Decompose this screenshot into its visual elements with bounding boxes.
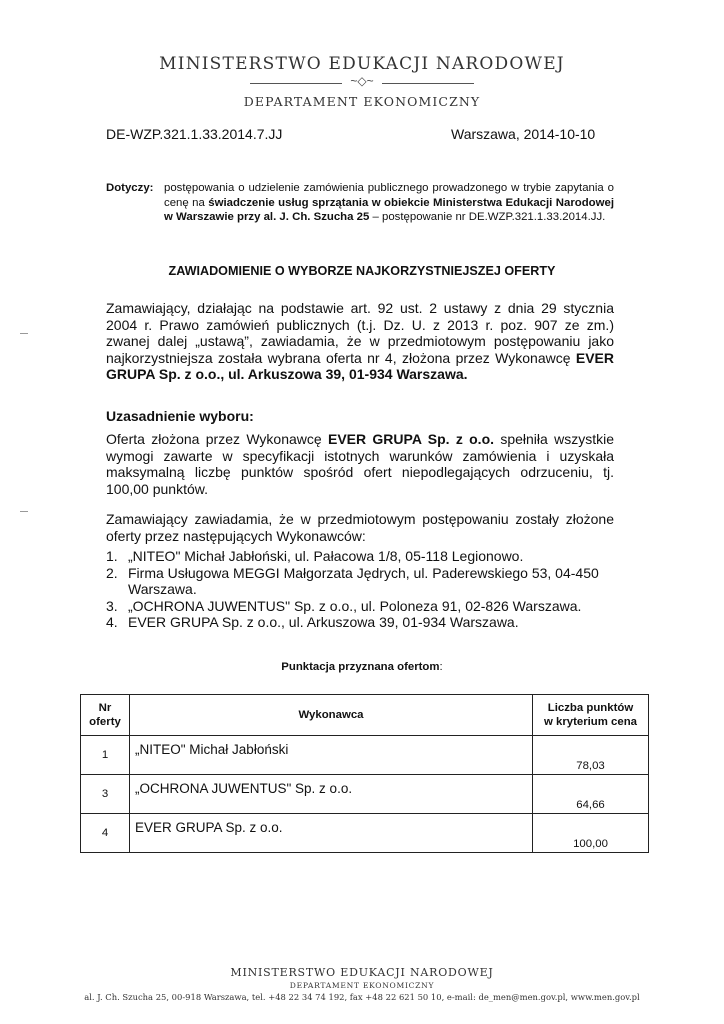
decision-paragraph <box>106 300 614 383</box>
list-number: 2. <box>106 564 118 581</box>
list-item <box>106 565 614 598</box>
header-nr-line1: Nr <box>98 702 112 714</box>
header-points-line2: w kryterium cena <box>543 716 638 728</box>
reason-text-2: spełniła wszystkie wymogi zawarte w specyfikacji istotnych warunków zamówienia i uzyskała maksymalną liczbę punktów spośród ofert niepodlegających odrzuceniu, tj. 100,00 punktów. <box>106 431 615 497</box>
cell-nr: 4 <box>81 814 130 853</box>
subject-label: Dotyczy: <box>106 182 154 194</box>
bidders-list <box>106 548 614 631</box>
footer-address: al. J. Ch. Szucha 25, 00-918 Warszawa, tel. +48 22 34 74 192, fax +48 22 621 50 10, e-mail: de_men@men.gov.pl, www.men.gov.pl <box>84 992 640 1002</box>
notice-heading: ZAWIADOMIENIE O WYBORZE NAJKORZYSTNIEJSZEJ OFERTY <box>168 264 556 278</box>
header-bidder: Wykonawca <box>130 695 533 736</box>
scores-caption-suffix: : <box>439 661 443 673</box>
table-header-row <box>81 695 649 736</box>
scores-table <box>80 694 649 853</box>
subject-block <box>106 181 614 225</box>
header-points-line1: Liczba punktów <box>547 702 634 714</box>
list-number: 1. <box>106 548 118 564</box>
letterhead-department: DEPARTAMENT EKONOMICZNY <box>243 94 481 109</box>
ornament-glyph: ~◇~ <box>350 74 374 88</box>
reason-paragraph <box>106 431 614 497</box>
list-text: „OCHRONA JUWENTUS" Sp. z o.o., ul. Poloneza 91, 02-826 Warszawa. <box>128 597 582 614</box>
list-text: Firma Usługowa MEGGI Małgorzata Jędrych, ul. Paderewskiego 53, 04-450 Warszawa. <box>128 564 599 598</box>
cell-bidder: „OCHRONA JUWENTUS" Sp. z o.o. <box>130 775 533 814</box>
cell-bidder: „NITEO" Michał Jabłoński <box>130 736 533 775</box>
list-text: EVER GRUPA Sp. z o.o., ul. Arkuszowa 39, 01-934 Warszawa. <box>128 614 519 631</box>
header-nr <box>81 695 130 736</box>
margin-mark <box>20 333 28 334</box>
footer-department: DEPARTAMENT EKONOMICZNY <box>289 981 435 990</box>
letterhead-ornament-icon <box>250 74 474 90</box>
table-row <box>81 775 649 814</box>
cell-bidder: EVER GRUPA Sp. z o.o. <box>130 814 533 853</box>
margin-mark <box>20 511 28 512</box>
list-item <box>106 614 614 631</box>
cell-points: 78,03 <box>533 736 649 775</box>
list-number: 3. <box>106 597 118 614</box>
subject-text-1: postępowania o udzielenie zamówienia publicznego prowadzonego w trybie zapytania o cenę na <box>164 182 614 209</box>
subject-text-2: – postępowanie nr DE.WZP.321.1.33.2014.JJ. <box>369 211 606 223</box>
bidders-intro: Zamawiający zawiadamia, że w przedmiotowym postępowaniu zostały złożone oferty przez następujących Wykonawców: <box>106 511 614 544</box>
table-row <box>81 814 649 853</box>
table-row <box>81 736 649 775</box>
subject-bold: świadczenie usług sprzątania w obiekcie Ministerstwa Edukacji Narodowej w Warszawie przy al. J. Ch. Szucha 25 <box>164 196 615 223</box>
list-number: 4. <box>106 614 118 631</box>
decision-text: Zamawiający, działając na podstawie art. 92 ust. 2 ustawy z dnia 29 stycznia 2004 r. Prawo zamówień publicznych (t.j. Dz. U. z 2013 r. poz. 907 ze zm.) zwanej dalej „ustawą”, zawiadamia, że w przedmiotowym postępowaniu jako najkorzystniejsza została wybrana oferta nr 4, złożona przez Wykonawcę <box>106 300 614 366</box>
cell-points: 64,66 <box>533 775 649 814</box>
reason-text-1: Oferta złożona przez Wykonawcę <box>106 431 328 447</box>
cell-nr: 3 <box>81 775 130 814</box>
decision-winner: EVER GRUPA Sp. z o.o., ul. Arkuszowa 39, 01-934 Warszawa. <box>106 349 614 383</box>
list-item <box>106 548 614 565</box>
header-points <box>533 695 649 736</box>
scores-caption <box>0 661 724 673</box>
list-text: „NITEO" Michał Jabłoński, ul. Pałacowa 1/8, 05-118 Legionowo. <box>128 548 524 564</box>
reason-bold: EVER GRUPA Sp. z o.o. <box>327 431 495 447</box>
scores-caption-text: Punktacja przyznana ofertom <box>281 661 440 673</box>
reference-number: DE-WZP.321.1.33.2014.7.JJ <box>106 126 283 142</box>
place-and-date: Warszawa, 2014-10-10 <box>451 126 596 142</box>
cell-points: 100,00 <box>533 814 649 853</box>
footer-ministry: MINISTERSTWO EDUKACJI NARODOWEJ <box>230 966 494 979</box>
list-item <box>106 598 614 615</box>
letterhead-ministry: MINISTERSTWO EDUKACJI NARODOWEJ <box>159 54 565 74</box>
reason-heading: Uzasadnienie wyboru: <box>106 408 254 424</box>
cell-nr: 1 <box>81 736 130 775</box>
subject-body <box>164 181 614 225</box>
header-nr-line2: oferty <box>89 716 121 728</box>
